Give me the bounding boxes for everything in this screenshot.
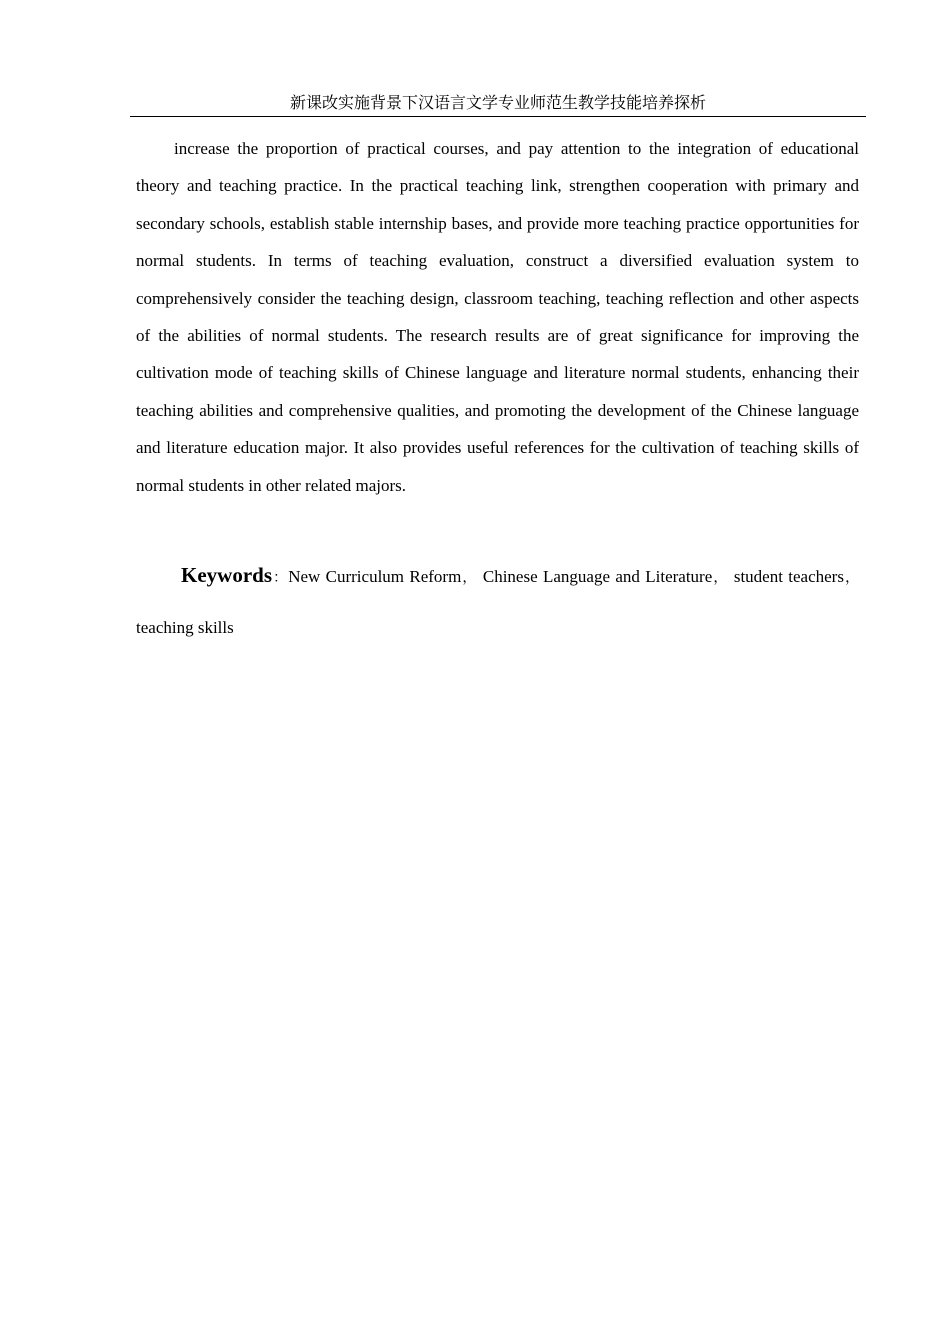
keywords-label-separator: ： <box>272 570 289 586</box>
keyword-separator: ， <box>843 570 860 586</box>
keyword-item: teaching skills <box>136 618 234 637</box>
header-title: 新课改实施背景下汉语言文学专业师范生教学技能培养探析 <box>289 93 706 112</box>
keyword-item: student teachers <box>733 567 844 586</box>
keyword-item: Chinese Language and Literature <box>482 567 713 586</box>
keyword-item: New Curriculum Reform <box>288 567 462 586</box>
keywords-line <box>136 551 859 652</box>
keyword-separator: ， <box>461 570 478 586</box>
abstract-paragraph: increase the proportion of practical courses, and pay attention to the integration of educational theory and teaching practice. In the practical teaching link, strengthen cooperation with primary and secondary schools, establish stable internship bases, and provide more teaching practice opportunities for normal students. In terms of teaching evaluation, construct a diversified evaluation system to comprehensively consider the teaching design, classroom teaching, teaching reflection and other aspects of the abilities of normal students. The research results are of great significance for improving the cultivation mode of teaching skills of Chinese language and literature normal students, enhancing their teaching abilities and comprehensive qualities, and promoting the development of the Chinese language and literature education major. It also provides useful references for the cultivation of teaching skills of normal students in other related majors. <box>136 139 859 495</box>
keyword-separator: ， <box>712 570 729 586</box>
keywords-label: Keywords <box>181 563 272 587</box>
running-header <box>130 92 866 117</box>
